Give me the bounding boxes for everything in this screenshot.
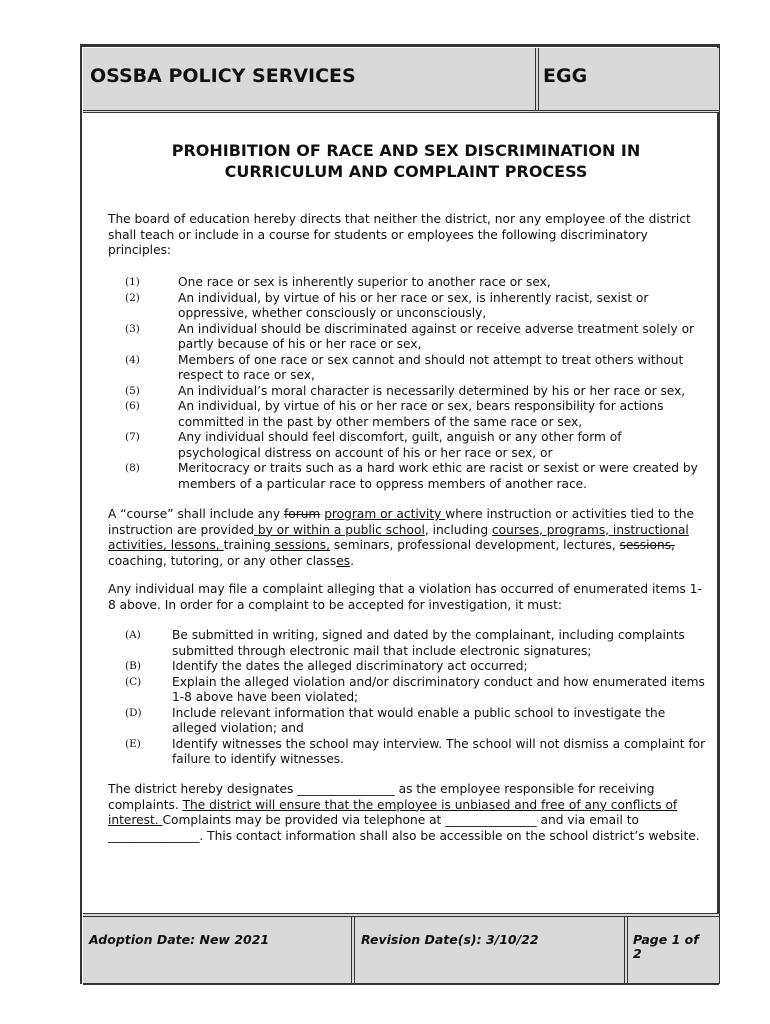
item-letter: (D) bbox=[125, 706, 142, 719]
inserted-text: by or within a public school bbox=[253, 522, 425, 537]
item-text: Be submitted in writing, signed and dated by the complainant, including complaints submitted through electronic mail that include electronic signatures; bbox=[172, 628, 685, 658]
item-text: Meritocracy or traits such as a hard work ethic are racist or sexist or were created by members of a particular race to oppress members of another race. bbox=[178, 461, 698, 491]
list-item bbox=[108, 384, 708, 400]
intro-paragraph: The board of education hereby directs that neither the district, nor any employee of the district shall teach or include in a course for students or employees the following discriminatory principles: bbox=[108, 212, 691, 257]
telephone-blank: _______________ bbox=[445, 813, 537, 827]
inserted-text: program or activity bbox=[324, 507, 446, 521]
designation-paragraph bbox=[108, 782, 708, 844]
inserted-text: courses, programs, instructional activities, lessons, bbox=[108, 522, 689, 552]
item-number: (4) bbox=[125, 353, 140, 366]
item-letter: (A) bbox=[125, 629, 141, 641]
struck-text: sessions, bbox=[619, 538, 675, 552]
page-number-line-2: 2 bbox=[633, 946, 642, 961]
email-blank: _______________ bbox=[108, 828, 200, 843]
footer-divider bbox=[351, 917, 355, 983]
text-run: Complaints may be provided via telephone at bbox=[162, 813, 446, 827]
list-item bbox=[108, 659, 708, 675]
item-number: (7) bbox=[125, 431, 140, 443]
requirements-list bbox=[108, 628, 708, 768]
page-number bbox=[633, 933, 699, 961]
item-number: (6) bbox=[125, 400, 140, 412]
policy-footer bbox=[83, 913, 719, 985]
item-text: Any individual should feel discomfort, guilt, anguish or any other form of psychological distress on account of his or her race or sex, or bbox=[178, 430, 622, 460]
inserted-text: The district will ensure that the employee is unbiased and free of any conflicts of interest. bbox=[108, 797, 678, 827]
text-run: training bbox=[223, 538, 271, 552]
list-item bbox=[108, 399, 708, 430]
text-run: , including bbox=[424, 522, 492, 537]
policy-code: EGG bbox=[543, 65, 588, 87]
list-item bbox=[108, 430, 708, 461]
employee-blank: ________________ bbox=[297, 782, 395, 796]
item-text: Identify the dates the alleged discriminatory act occurred; bbox=[172, 659, 528, 673]
inserted-text: sessions, bbox=[270, 538, 330, 552]
text-run: . This contact information shall also be accessible on the school district’s website. bbox=[199, 828, 700, 843]
course-definition-paragraph bbox=[108, 507, 708, 569]
text-run: and via email to bbox=[536, 813, 639, 827]
item-letter: (C) bbox=[125, 675, 142, 688]
policy-title-line-2: CURRICULUM AND COMPLAINT PROCESS bbox=[224, 162, 588, 181]
list-item bbox=[108, 628, 708, 659]
list-item bbox=[108, 291, 708, 322]
inserted-text: es bbox=[336, 553, 351, 568]
list-item bbox=[108, 737, 708, 768]
item-text: One race or sex is inherently superior to another race or sex, bbox=[178, 275, 551, 289]
text-run: The district hereby designates bbox=[108, 782, 298, 796]
list-item bbox=[108, 461, 708, 492]
item-text: An individual, by virtue of his or her race or sex, bears responsibility for actions committed in the past by other members of the same race or sex, bbox=[178, 399, 664, 429]
item-text: Members of one race or sex cannot and should not attempt to treat others without respect to race or sex, bbox=[178, 352, 684, 382]
principles-list bbox=[108, 275, 708, 492]
adoption-date: Adoption Date: New 2021 bbox=[89, 932, 270, 947]
item-text: Explain the alleged violation and/or discriminatory conduct and how enumerated items 1-8 above have been violated; bbox=[172, 674, 705, 704]
item-text: An individual, by virtue of his or her race or sex, is inherently racist, sexist or oppressive, whether consciously or unconsciously, bbox=[178, 290, 649, 320]
list-item bbox=[108, 706, 708, 737]
text-run: seminars, professional development, lectures, bbox=[330, 538, 620, 552]
complaint-intro-paragraph: Any individual may file a complaint alleging that a violation has occurred of enumerated items 1-8 above. In order for a complaint to be accepted for investigation, it must: bbox=[108, 582, 702, 612]
list-item bbox=[108, 275, 708, 291]
struck-text: forum bbox=[283, 507, 321, 521]
footer-divider bbox=[624, 917, 628, 983]
text-run: coaching, tutoring, or any other class bbox=[108, 553, 337, 568]
item-text: Identify witnesses the school may interview. The school will not dismiss a complaint for failure to identify witnesses. bbox=[172, 736, 706, 766]
text-run: where instruction or activities tied to the instruction are provided bbox=[108, 507, 694, 537]
item-text: An individual should be discriminated against or receive adverse treatment solely or partly because of his or her race or sex, bbox=[178, 321, 695, 351]
item-number: (1) bbox=[125, 276, 140, 288]
list-item bbox=[108, 322, 708, 353]
page-number-line-1: Page 1 of bbox=[633, 932, 699, 947]
list-item bbox=[108, 675, 708, 706]
revision-date: Revision Date(s): 3/10/22 bbox=[361, 932, 539, 947]
list-item bbox=[108, 353, 708, 384]
text-run: . bbox=[350, 553, 354, 568]
header-org-name: OSSBA POLICY SERVICES bbox=[90, 65, 356, 87]
policy-header bbox=[83, 48, 719, 113]
item-text: Include relevant information that would enable a public school to investigate the alleged violation; and bbox=[172, 705, 666, 735]
header-org-cell bbox=[83, 48, 539, 110]
policy-title-line-1: PROHIBITION OF RACE AND SEX DISCRIMINATION IN bbox=[171, 141, 641, 160]
item-number: (3) bbox=[125, 322, 140, 335]
item-number: (2) bbox=[125, 291, 140, 304]
item-number: (8) bbox=[125, 462, 140, 474]
item-number: (5) bbox=[125, 384, 140, 397]
item-text: An individual’s moral character is necessarily determined by his or her race or sex, bbox=[178, 383, 686, 398]
item-letter: (B) bbox=[125, 660, 141, 672]
policy-title bbox=[100, 140, 712, 182]
text-run: as the employee responsible for receiving complaints. bbox=[108, 782, 655, 812]
item-letter: (E) bbox=[125, 737, 141, 750]
text-run: A “course” shall include any bbox=[108, 507, 284, 521]
